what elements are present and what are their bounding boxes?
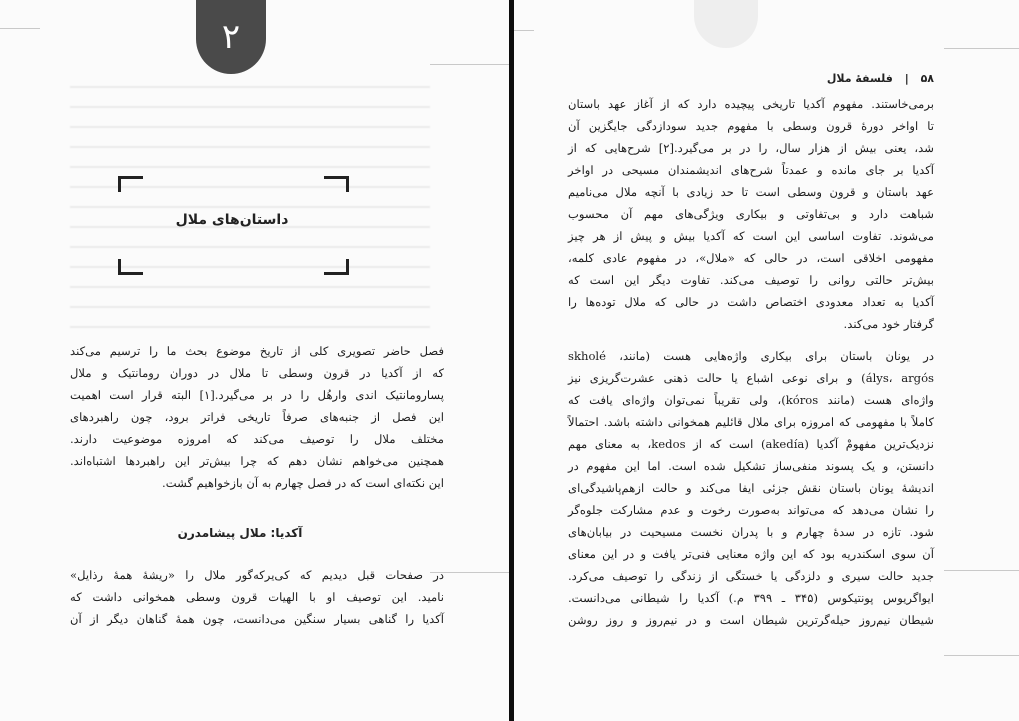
- text-line: شیطان نیم‌روز حیله‌گرترین شیطان است و در نیم‌روز و روز روشن: [568, 613, 934, 627]
- page-edge-line: [0, 28, 40, 29]
- text-line: همچنین می‌خواهم نشان دهم که چرا بیش‌تر این راهبردها اشتباه‌اند.: [70, 454, 444, 468]
- page-edge-line: [944, 655, 1019, 656]
- text-line: آکدیا را گناهی بسیار سنگین می‌دانست، چون همهٔ گناهان دیگر از آن: [70, 612, 444, 626]
- bleed-through-badge: [694, 0, 758, 48]
- text-line: نامید. این توصیف او با الهیات قرون وسطی همخوانی داشت که: [70, 590, 444, 604]
- text-line: می‌شوند. تفاوت اساسی این است که آکدیا بیش و پیش از هر چیز: [568, 229, 934, 243]
- paragraph-2: [568, 345, 934, 631]
- text-line: را نشان می‌دهد که می‌تواند به‌صورت رخوت و عدم مشارکت جلوه‌گر: [568, 503, 934, 517]
- text-line: آن سوی اسکندریه بود که این واژه معنایی فنی‌تر یافت و در این معنای: [568, 547, 934, 561]
- text-line: شد، یعنی بیش از هزار سال، را در بر می‌گیرد.[۲] شرح‌هایی که از: [568, 141, 934, 155]
- text-line: کاملاً با مفهومی که امروزه برای ملال قائلیم همخوانی داشته باشد. احتمالاً: [568, 415, 934, 429]
- text-line: آکدیا به تعداد معدودی اختصاص داشت در حالی که ملال توده‌ها را: [568, 295, 934, 309]
- section-paragraph: [70, 564, 444, 630]
- text-line: شود. تازه در سدهٔ چهارم و با پدران نخست مسیحیت در بیابان‌های: [568, 525, 934, 539]
- page-edge-line: [430, 64, 509, 65]
- bleed-through-text: [70, 78, 430, 328]
- text-line: álys، argós) و برای نوعی اشباع یا حالت ذهنی عشرت‌گریزی نیز: [568, 371, 935, 385]
- page-number: ۵۸: [920, 72, 934, 85]
- text-line: واژه‌ای هست (مانند kóros)، ولی تقریباً نمی‌توان واژه‌ای یافت که: [568, 393, 935, 407]
- text-line: آکدیا بر جای مانده و عمدتاً شرح‌های اندیشمندان مسیحی در اواخر: [568, 163, 934, 177]
- frame-corner-top-left: [118, 176, 143, 192]
- text-line: نزدیک‌ترین مفهومْ آکدیا (akedía) است که از kedos، به معنای مهم: [568, 437, 934, 451]
- header-separator: |: [904, 72, 909, 85]
- text-line: عهد باستان و قرون وسطی است تا حد زیادی با آنچه ملال می‌نامیم: [568, 185, 934, 199]
- frame-corner-bottom-left: [118, 259, 143, 275]
- page-edge-line: [944, 48, 1019, 49]
- text-line: اندیشهٔ یونان باستان نقش جزئی ایفا می‌کند و حالت ازهم‌پاشیدگی‌ای: [568, 481, 934, 495]
- chapter-number: ۲: [221, 17, 241, 57]
- running-header: [514, 72, 934, 85]
- text-line: در یونان باستان برای بیکاری واژه‌هایی هست (مانند، skholé: [568, 349, 934, 363]
- page-edge-line: [514, 30, 534, 31]
- text-line: مختلف ملال را توصیف می‌کند که امروزه موضوعیت دارند.: [70, 432, 444, 446]
- running-title: فلسفهٔ ملال: [826, 72, 893, 85]
- text-line: گرفتار خود می‌کند.: [843, 317, 934, 331]
- text-line: فصل حاضر تصویری کلی از تاریخ موضوع بحث ما را ترسیم می‌کند: [70, 344, 444, 358]
- text-line: ایواگریوس پونتیکوس (۳۴۵ ـ ۳۹۹ م.) آکدیا را شیطانی می‌دانست.: [568, 591, 934, 605]
- text-line: تا اواخر دورهٔ قرون وسطی با مفهوم جدید سودازدگی جایگزین آن: [568, 119, 934, 133]
- text-line: جدید حالت سیری و دلزدگی یا خستگی از زندگی را توصیف می‌کرد.: [568, 569, 934, 583]
- text-line: این نکته‌ای است که در فصل چهارم به آن بازخواهیم گشت.: [162, 476, 444, 490]
- frame-corner-bottom-right: [324, 259, 349, 275]
- text-line: که از آکدیا در قرون وسطی تا ملال در دوران رومانتیک و ملال: [70, 366, 444, 380]
- text-line: برمی‌خاستند. مفهوم آکدیا تاریخی پیچیده دارد که از آغاز عهد باستان: [568, 97, 934, 111]
- text-line: دانستن، و یک پسوند منفی‌ساز تشکیل شده است. اما این مفهوم در: [568, 459, 934, 473]
- left-page: [0, 0, 509, 721]
- text-line: بیش‌تر حالتی روانی را توصیف می‌کند. تفاوت دیگر این است که: [568, 273, 934, 287]
- text-line: این فصل از جنبه‌های صرفاً تاریخی فراتر برود، چون راهبردهای: [70, 410, 444, 424]
- text-line: شباهت دارد و بی‌تفاوتی و بیکاری ویژگی‌های مهم آن محسوب: [568, 207, 934, 221]
- text-line: پسارومانتیک اندی وارهُل را در بر می‌گیرد.[۱] البته قرار است اهمیت: [70, 388, 444, 402]
- page-edge-line: [944, 570, 1019, 571]
- right-page: [514, 0, 1019, 721]
- chapter-title: داستان‌های ملال: [175, 212, 289, 228]
- section-title: آکدیا: ملال پیشامدرن: [177, 526, 303, 540]
- text-line: در صفحات قبل دیدیم که کی‌یرکه‌گور ملال را «ریشهٔ همهٔ رذایل»: [70, 568, 444, 582]
- text-line: مفهومی اخلاقی است، در حالی که «ملال»، در مفهوم عادی کلمه،: [568, 251, 934, 265]
- intro-paragraph: [70, 340, 444, 494]
- frame-corner-top-right: [324, 176, 349, 192]
- chapter-number-badge: [196, 0, 266, 74]
- paragraph-1: [568, 93, 934, 335]
